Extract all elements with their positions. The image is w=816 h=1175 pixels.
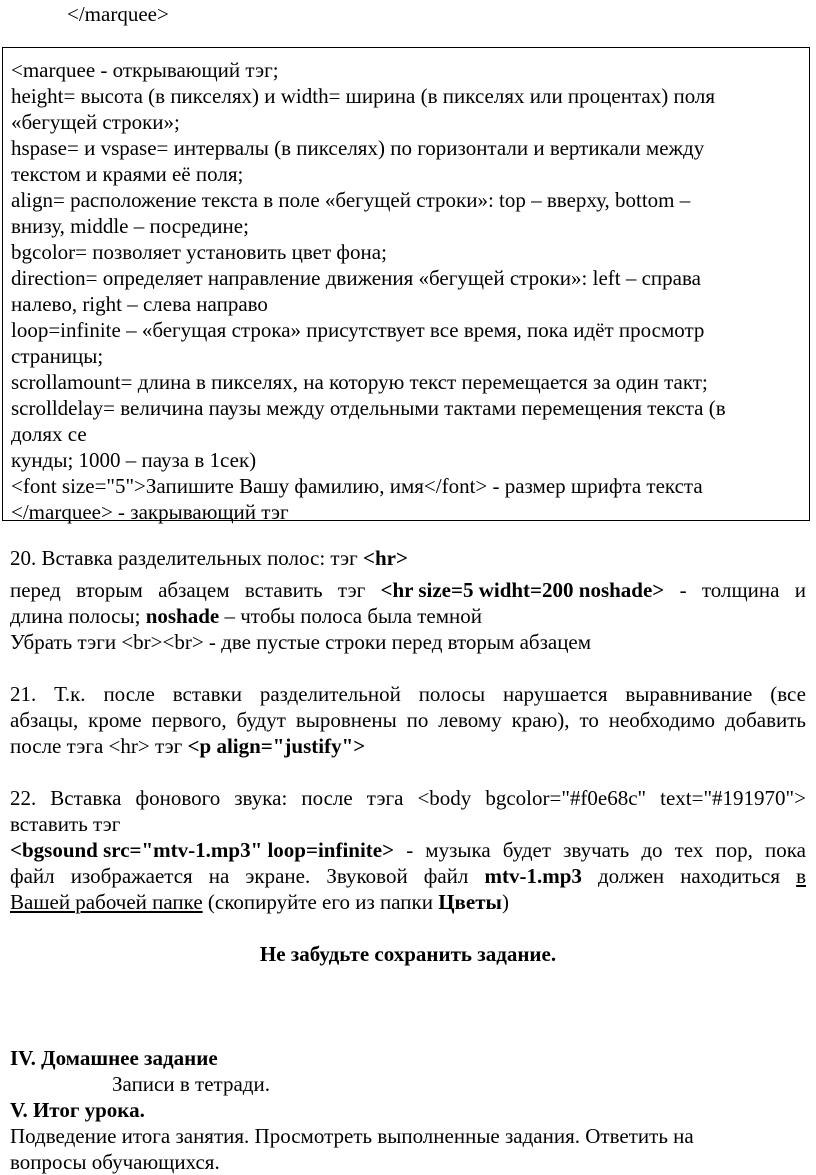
- s22-text: ): [501, 890, 509, 914]
- box-line: кунды; 1000 – пауза в 1сек): [11, 448, 257, 472]
- word: text="#191970">: [660, 786, 806, 810]
- summary-text-line-2: вопросы обучающихся.: [10, 1150, 220, 1174]
- word: вторым: [76, 578, 143, 602]
- word: будет: [502, 838, 552, 862]
- word: звучать: [563, 838, 630, 862]
- section-20-line-4: Убрать тэги <br><br> - две пустые строки перед вторым абзацем: [10, 630, 592, 654]
- word: перед: [10, 578, 61, 602]
- word: 22.: [10, 786, 37, 810]
- word: экране.: [245, 864, 311, 888]
- folder-name: Цветы: [438, 890, 502, 914]
- box-line: scrollamount= длина в пикселях, на которую текст перемещается за один такт;: [11, 370, 708, 394]
- word: звука:: [234, 786, 288, 810]
- box-line: bgcolor= позволяет установить цвет фона;: [11, 240, 387, 264]
- box-line: loop=infinite – «бегущая строка» присутствует все время, пока идёт просмотр: [11, 318, 705, 342]
- word: Т.к.: [54, 682, 86, 706]
- word: разделительной: [259, 682, 401, 706]
- bgsound-tag: <bgsound src="mtv-1.mp3" loop=infinite>: [10, 838, 395, 862]
- word: выровнены: [295, 708, 397, 732]
- word: необходимо: [608, 708, 715, 732]
- section-22-line-4: [10, 863, 806, 889]
- word: абзацем: [158, 578, 230, 602]
- s20-text: длина полосы;: [10, 604, 146, 628]
- section-22-line-1: [10, 785, 806, 811]
- marquee-closing-tag-line: </marquee>: [67, 2, 169, 26]
- homework-text: Записи в тетради.: [112, 1072, 270, 1096]
- word: тэг: [337, 578, 366, 602]
- save-reminder: Не забудьте сохранить задание.: [259, 942, 557, 966]
- word: файл: [10, 864, 55, 888]
- box-line: direction= определяет направление движения «бегущей строки»: left – справа: [11, 266, 701, 290]
- section-20-heading: [10, 545, 408, 571]
- underlined-word: в: [796, 864, 806, 888]
- word: фонового: [135, 786, 221, 810]
- word: вставки: [172, 682, 242, 706]
- section-22-line-5: [10, 889, 509, 915]
- word: и: [794, 578, 806, 602]
- word: полосы: [418, 682, 486, 706]
- word: на: [208, 864, 230, 888]
- word: музыка: [425, 838, 491, 862]
- word: пор,: [715, 838, 753, 862]
- box-line: align= расположение текста в поле «бегущей строки»: top – вверху, bottom –: [11, 188, 691, 212]
- section-21-line-3: [10, 733, 365, 759]
- box-line: страницы;: [11, 344, 104, 368]
- word: вставить: [244, 578, 323, 602]
- word: краю),: [511, 708, 570, 732]
- section-21-line-1: [10, 681, 806, 707]
- working-folder-text: Вашей рабочей папке: [10, 890, 203, 914]
- p-justify-tag: <p align="justify">: [187, 734, 366, 758]
- word: -: [679, 578, 687, 602]
- noshade-term: noshade: [145, 604, 220, 628]
- s20-text: 20. Вставка разделительных полос: тэг: [10, 546, 364, 570]
- box-line: внизу, middle – посредине;: [11, 214, 249, 238]
- section-20-line-3: [10, 603, 482, 629]
- section-21-line-2: [10, 707, 806, 733]
- word: пока: [765, 838, 806, 862]
- word: будут: [236, 708, 286, 732]
- box-line: height= высота (в пикселях) и width= ширина (в пикселях или процентах) поля: [11, 84, 716, 108]
- hr-size-tag: <hr size=5 widht=200 noshade>: [380, 578, 665, 602]
- word: после: [103, 682, 155, 706]
- s21-text: после тэга <hr> тэг: [10, 734, 188, 758]
- word: левому: [438, 708, 502, 732]
- word: Звуковой: [326, 864, 408, 888]
- section-20-line-2: [10, 577, 806, 603]
- word: должен: [597, 864, 665, 888]
- s20-text: – чтобы полоса была темной: [219, 604, 482, 628]
- box-line: <marquee - открывающий тэг;: [11, 58, 279, 82]
- word: 21.: [10, 682, 37, 706]
- word: до: [641, 838, 663, 862]
- section-22-line-3: [10, 837, 806, 863]
- word: <body: [417, 786, 472, 810]
- word: толщина: [701, 578, 780, 602]
- box-line: текстом и краями её поля;: [11, 162, 244, 186]
- box-line: налево, right – слева направо: [11, 292, 268, 316]
- word: Вставка: [50, 786, 122, 810]
- word: изображается: [70, 864, 193, 888]
- s22-text: (скопируйте его из папки: [202, 890, 439, 914]
- hr-tag: <hr>: [363, 546, 408, 570]
- box-line: hspase= и vspase= интервалы (в пикселях) по горизонтали и вертикали между: [11, 136, 705, 160]
- summary-text-line-1: Подведение итога занятия. Просмотреть выполненные задания. Ответить на: [10, 1124, 694, 1148]
- marquee-attributes-box: [2, 47, 810, 524]
- word: тэга: [366, 786, 404, 810]
- homework-heading: IV. Домашнее задание: [10, 1046, 218, 1070]
- word: абзацы,: [10, 708, 79, 732]
- word: после: [301, 786, 353, 810]
- word: кроме: [88, 708, 142, 732]
- section-22-line-2: вставить тэг: [10, 812, 121, 836]
- word: -: [406, 838, 414, 862]
- summary-heading: V. Итог урока.: [10, 1098, 145, 1122]
- box-line: scrolldelay= величина паузы между отдельными тактами перемещения текста (в: [11, 396, 726, 420]
- word: то: [579, 708, 599, 732]
- word: нарушается: [502, 682, 608, 706]
- box-line: </marquee> - закрывающий тэг: [11, 500, 289, 524]
- word: (все: [770, 682, 806, 706]
- box-line: <font size="5">Запишите Вашу фамилию, имя</font> - размер шрифта текста: [11, 474, 703, 498]
- word: выравнивание: [625, 682, 753, 706]
- word: файл: [423, 864, 469, 888]
- box-line: долях се: [11, 422, 87, 446]
- word: находиться: [680, 864, 780, 888]
- word: bgcolor="#f0e68c": [485, 786, 647, 810]
- word: по: [406, 708, 429, 732]
- box-line: «бегущей строки»;: [11, 110, 180, 134]
- mp3-filename: mtv-1.mp3: [484, 864, 582, 888]
- word: первого,: [151, 708, 227, 732]
- word: добавить: [724, 708, 806, 732]
- word: тех: [674, 838, 704, 862]
